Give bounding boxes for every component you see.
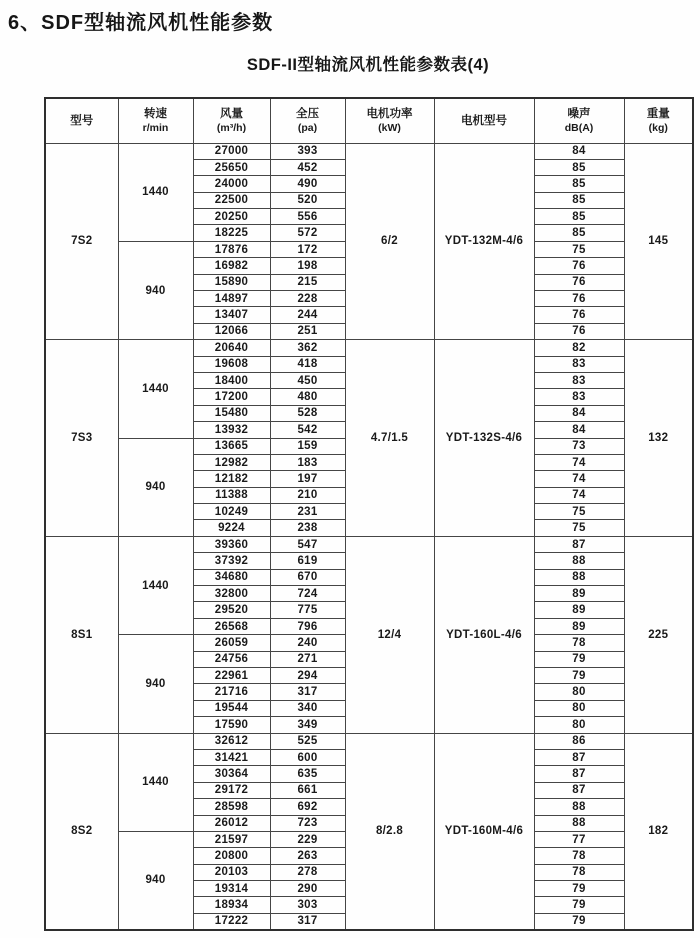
flow-cell: 15890	[193, 274, 270, 290]
speed-cell: 940	[118, 635, 193, 733]
noise-cell: 85	[534, 159, 624, 175]
flow-cell: 22500	[193, 192, 270, 208]
pressure-cell: 796	[270, 618, 345, 634]
weight-cell: 225	[624, 536, 693, 733]
flow-cell: 25650	[193, 159, 270, 175]
noise-cell: 83	[534, 356, 624, 372]
model-cell: 7S2	[45, 143, 118, 340]
flow-cell: 24000	[193, 176, 270, 192]
flow-cell: 19544	[193, 700, 270, 716]
flow-cell: 28598	[193, 799, 270, 815]
pressure-cell: 723	[270, 815, 345, 831]
noise-cell: 78	[534, 635, 624, 651]
table-row	[45, 340, 693, 356]
pressure-cell: 450	[270, 372, 345, 388]
noise-cell: 87	[534, 536, 624, 552]
flow-cell: 11388	[193, 487, 270, 503]
flow-cell: 17876	[193, 241, 270, 257]
speed-cell: 1440	[118, 733, 193, 831]
noise-cell: 88	[534, 569, 624, 585]
pressure-cell: 198	[270, 258, 345, 274]
noise-cell: 73	[534, 438, 624, 454]
speed-cell: 1440	[118, 536, 193, 634]
pressure-cell: 215	[270, 274, 345, 290]
flow-cell: 9224	[193, 520, 270, 536]
pressure-cell: 349	[270, 717, 345, 733]
flow-cell: 29172	[193, 782, 270, 798]
flow-cell: 20250	[193, 209, 270, 225]
flow-cell: 27000	[193, 143, 270, 159]
noise-cell: 85	[534, 192, 624, 208]
noise-cell: 88	[534, 553, 624, 569]
column-header: 风量 (m³/h)	[193, 98, 270, 143]
page-title: 6、SDF型轴流风机性能参数	[8, 12, 274, 34]
model-cell: 8S1	[45, 536, 118, 733]
flow-cell: 29520	[193, 602, 270, 618]
noise-cell: 88	[534, 799, 624, 815]
noise-cell: 74	[534, 454, 624, 470]
motor-model-cell: YDT-132M-4/6	[434, 143, 534, 340]
pressure-cell: 418	[270, 356, 345, 372]
noise-cell: 89	[534, 602, 624, 618]
noise-cell: 85	[534, 209, 624, 225]
model-cell: 8S2	[45, 733, 118, 930]
pressure-cell: 271	[270, 651, 345, 667]
weight-cell: 132	[624, 340, 693, 537]
motor-model-cell: YDT-160M-4/6	[434, 733, 534, 930]
noise-cell: 86	[534, 733, 624, 749]
noise-cell: 79	[534, 881, 624, 897]
noise-cell: 76	[534, 258, 624, 274]
pressure-cell: 229	[270, 831, 345, 847]
noise-cell: 74	[534, 471, 624, 487]
flow-cell: 37392	[193, 553, 270, 569]
noise-cell: 84	[534, 143, 624, 159]
noise-cell: 87	[534, 749, 624, 765]
noise-cell: 87	[534, 766, 624, 782]
pressure-cell: 542	[270, 422, 345, 438]
pressure-cell: 692	[270, 799, 345, 815]
noise-cell: 79	[534, 651, 624, 667]
pressure-cell: 775	[270, 602, 345, 618]
noise-cell: 83	[534, 389, 624, 405]
noise-cell: 79	[534, 913, 624, 929]
pressure-cell: 572	[270, 225, 345, 241]
noise-cell: 85	[534, 176, 624, 192]
noise-cell: 80	[534, 684, 624, 700]
flow-cell: 10249	[193, 504, 270, 520]
pressure-cell: 183	[270, 454, 345, 470]
table-row	[45, 536, 693, 552]
pressure-cell: 159	[270, 438, 345, 454]
noise-cell: 74	[534, 487, 624, 503]
noise-cell: 79	[534, 897, 624, 913]
pressure-cell: 231	[270, 504, 345, 520]
table-title: SDF-II型轴流风机性能参数表(4)	[246, 56, 490, 74]
flow-cell: 26012	[193, 815, 270, 831]
noise-cell: 75	[534, 241, 624, 257]
table-header	[45, 98, 693, 143]
pressure-cell: 452	[270, 159, 345, 175]
speed-cell: 940	[118, 241, 193, 339]
noise-cell: 87	[534, 782, 624, 798]
motor-model-cell: YDT-160L-4/6	[434, 536, 534, 733]
noise-cell: 80	[534, 700, 624, 716]
pressure-cell: 294	[270, 668, 345, 684]
flow-cell: 34680	[193, 569, 270, 585]
flow-cell: 17200	[193, 389, 270, 405]
flow-cell: 32612	[193, 733, 270, 749]
pressure-cell: 238	[270, 520, 345, 536]
pressure-cell: 197	[270, 471, 345, 487]
flow-cell: 31421	[193, 749, 270, 765]
pressure-cell: 362	[270, 340, 345, 356]
pressure-cell: 547	[270, 536, 345, 552]
column-header: 噪声 dB(A)	[534, 98, 624, 143]
pressure-cell: 244	[270, 307, 345, 323]
pressure-cell: 317	[270, 684, 345, 700]
flow-cell: 15480	[193, 405, 270, 421]
noise-cell: 84	[534, 422, 624, 438]
pressure-cell: 724	[270, 586, 345, 602]
noise-cell: 76	[534, 291, 624, 307]
flow-cell: 16982	[193, 258, 270, 274]
noise-cell: 76	[534, 274, 624, 290]
pressure-cell: 661	[270, 782, 345, 798]
flow-cell: 12066	[193, 323, 270, 339]
noise-cell: 80	[534, 717, 624, 733]
flow-cell: 30364	[193, 766, 270, 782]
pressure-cell: 303	[270, 897, 345, 913]
pressure-cell: 172	[270, 241, 345, 257]
flow-cell: 13407	[193, 307, 270, 323]
noise-cell: 75	[534, 504, 624, 520]
column-header: 电机功率 (kW)	[345, 98, 434, 143]
noise-cell: 88	[534, 815, 624, 831]
pressure-cell: 600	[270, 749, 345, 765]
pressure-cell: 393	[270, 143, 345, 159]
noise-cell: 77	[534, 831, 624, 847]
noise-cell: 76	[534, 307, 624, 323]
noise-cell: 79	[534, 668, 624, 684]
flow-cell: 13932	[193, 422, 270, 438]
flow-cell: 19608	[193, 356, 270, 372]
flow-cell: 39360	[193, 536, 270, 552]
speed-cell: 940	[118, 438, 193, 536]
column-header: 转速 r/min	[118, 98, 193, 143]
pressure-cell: 480	[270, 389, 345, 405]
noise-cell: 76	[534, 323, 624, 339]
flow-cell: 20103	[193, 864, 270, 880]
flow-cell: 21597	[193, 831, 270, 847]
pressure-cell: 317	[270, 913, 345, 929]
pressure-cell: 525	[270, 733, 345, 749]
noise-cell: 89	[534, 618, 624, 634]
column-header: 型号	[45, 98, 118, 143]
flow-cell: 19314	[193, 881, 270, 897]
pressure-cell: 340	[270, 700, 345, 716]
flow-cell: 24756	[193, 651, 270, 667]
flow-cell: 20640	[193, 340, 270, 356]
pressure-cell: 290	[270, 881, 345, 897]
table-row	[45, 733, 693, 749]
flow-cell: 18934	[193, 897, 270, 913]
flow-cell: 17222	[193, 913, 270, 929]
pressure-cell: 263	[270, 848, 345, 864]
pressure-cell: 619	[270, 553, 345, 569]
column-header: 全压 (pa)	[270, 98, 345, 143]
flow-cell: 14897	[193, 291, 270, 307]
noise-cell: 89	[534, 586, 624, 602]
power-cell: 8/2.8	[345, 733, 434, 930]
flow-cell: 12182	[193, 471, 270, 487]
speed-cell: 1440	[118, 340, 193, 438]
flow-cell: 18400	[193, 372, 270, 388]
noise-cell: 84	[534, 405, 624, 421]
pressure-cell: 528	[270, 405, 345, 421]
power-cell: 4.7/1.5	[345, 340, 434, 537]
speed-cell: 1440	[118, 143, 193, 241]
noise-cell: 85	[534, 225, 624, 241]
pressure-cell: 278	[270, 864, 345, 880]
pressure-cell: 635	[270, 766, 345, 782]
weight-cell: 182	[624, 733, 693, 930]
weight-cell: 145	[624, 143, 693, 340]
noise-cell: 83	[534, 372, 624, 388]
flow-cell: 13665	[193, 438, 270, 454]
flow-cell: 18225	[193, 225, 270, 241]
speed-cell: 940	[118, 831, 193, 929]
pressure-cell: 228	[270, 291, 345, 307]
header-row	[45, 98, 693, 143]
noise-cell: 78	[534, 848, 624, 864]
table-row	[45, 143, 693, 159]
model-cell: 7S3	[45, 340, 118, 537]
flow-cell: 22961	[193, 668, 270, 684]
power-cell: 12/4	[345, 536, 434, 733]
noise-cell: 75	[534, 520, 624, 536]
noise-cell: 78	[534, 864, 624, 880]
pressure-cell: 520	[270, 192, 345, 208]
pressure-cell: 251	[270, 323, 345, 339]
flow-cell: 12982	[193, 454, 270, 470]
flow-cell: 26568	[193, 618, 270, 634]
flow-cell: 32800	[193, 586, 270, 602]
pressure-cell: 240	[270, 635, 345, 651]
noise-cell: 82	[534, 340, 624, 356]
column-header: 电机型号	[434, 98, 534, 143]
motor-model-cell: YDT-132S-4/6	[434, 340, 534, 537]
table-body	[45, 143, 693, 930]
pressure-cell: 210	[270, 487, 345, 503]
flow-cell: 20800	[193, 848, 270, 864]
column-header: 重量 (kg)	[624, 98, 693, 143]
pressure-cell: 556	[270, 209, 345, 225]
flow-cell: 26059	[193, 635, 270, 651]
power-cell: 6/2	[345, 143, 434, 340]
fan-performance-table	[44, 97, 694, 931]
flow-cell: 17590	[193, 717, 270, 733]
flow-cell: 21716	[193, 684, 270, 700]
pressure-cell: 490	[270, 176, 345, 192]
pressure-cell: 670	[270, 569, 345, 585]
